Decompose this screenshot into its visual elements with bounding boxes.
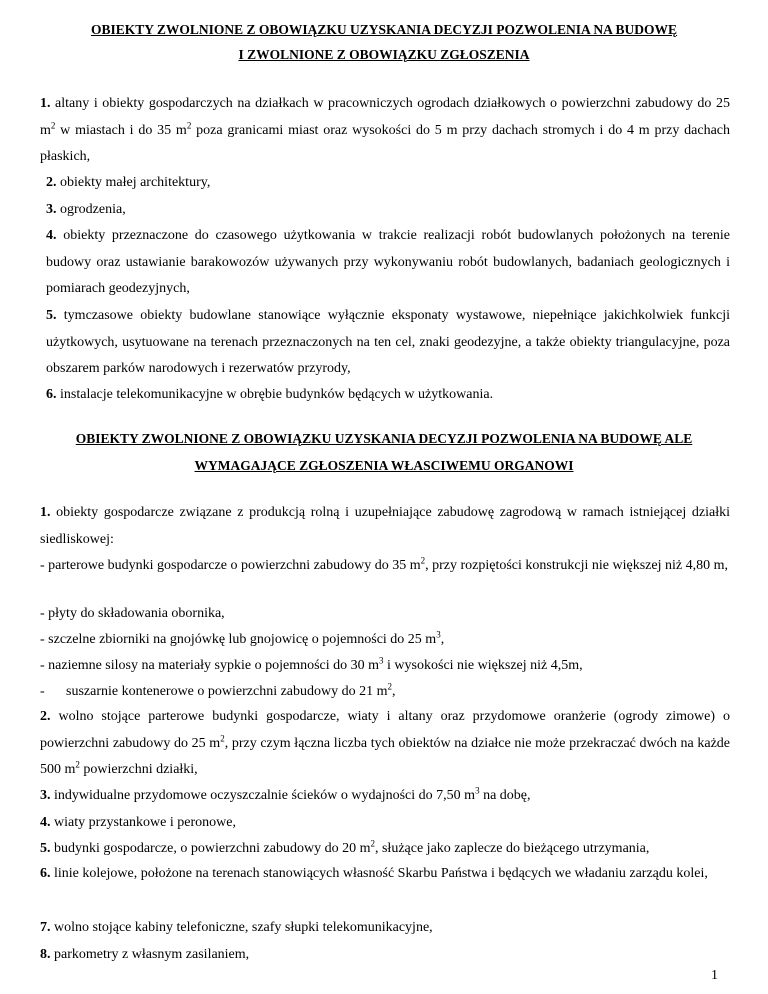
item-number: 3.: [40, 788, 51, 803]
section2-dash-1: [40, 553, 730, 580]
section2-dash-2: - płyty do składowania obornika,: [40, 606, 225, 621]
section2-heading-line1: OBIEKTY ZWOLNIONE Z OBOWIĄZKU UZYSKANIA DECYZJI POZWOLENIA NA BUDOWĘ ALE: [75, 431, 693, 446]
section2-item-1: [40, 500, 730, 553]
item-text: , służące jako zaplecze do bieżącego utrzymania,: [374, 841, 650, 856]
superscript: 3: [379, 655, 384, 666]
item-number: 3.: [46, 202, 57, 217]
section2-item-8: [40, 947, 249, 963]
item-text: ,: [440, 632, 445, 647]
item-number: 1.: [40, 96, 51, 111]
superscript: 2: [186, 119, 192, 130]
superscript: 3: [475, 785, 480, 796]
section1-heading-line2: I ZWOLNIONE Z OBOWIĄZKU ZGŁOSZENIA: [238, 47, 530, 62]
section1-item-4: [46, 223, 730, 303]
item-text: wolno stojące kabiny telefoniczne, szafy słupki telekomunikacyjne,: [50, 920, 433, 935]
section2-item-3: [40, 785, 531, 804]
item-text: , przy rozpiętości konstrukcji nie większej niż 4,80 m,: [425, 558, 728, 573]
item-text: suszarnie kontenerowe o powierzchni zabudowy do 21 m: [66, 684, 388, 699]
section2-dash-4: [40, 655, 583, 674]
section2-dash-5-marker: -: [40, 684, 45, 699]
item-text: - naziemne silosy na materiały sypkie o pojemności do 30 m: [40, 658, 380, 673]
section2-item-2: [40, 704, 730, 784]
section2-item-4: [40, 815, 236, 831]
superscript: 2: [387, 681, 393, 692]
item-text: parkometry z własnym zasilaniem,: [50, 947, 250, 962]
superscript: 2: [220, 732, 225, 743]
item-text: budynki gospodarcze, o powierzchni zabudowy do 20 m: [50, 841, 371, 856]
item-text: poza granicami miast oraz wysokości do 5 m przy dachach stromych i do 4 m przy dachach płaskich,: [40, 122, 730, 164]
item-text: ogrodzenia,: [56, 202, 126, 217]
item-text: instalacje telekomunikacyjne w obrębie budynków będących w użytkowania.: [56, 387, 494, 402]
section1-item-3: [46, 197, 730, 224]
item-number: 7.: [40, 920, 51, 935]
item-text: linie kolejowe, położone na terenach stanowiących własność Skarbu Państwa i będących we władaniu zarządu kolei,: [50, 866, 708, 881]
superscript: 2: [50, 119, 56, 130]
section2-heading-line2: WYMAGAJĄCE ZGŁOSZENIA WŁASCIWEMU ORGANOWI: [194, 458, 574, 473]
item-number: 2.: [40, 709, 51, 724]
section2-item-5: [40, 838, 650, 857]
item-text: w miastach i do 35 m: [55, 122, 187, 138]
item-number: 8.: [40, 947, 51, 962]
item-text: obiekty małej architektury,: [56, 175, 211, 190]
page-number: 1: [711, 968, 718, 983]
item-number: 5.: [40, 841, 51, 856]
superscript: 2: [420, 555, 426, 566]
item-text: na dobę,: [479, 788, 531, 803]
section2-item-7: [40, 920, 433, 936]
item-text: - szczelne zbiorniki na gnojówkę lub gnojowicę o pojemności do 25 m: [40, 632, 437, 647]
superscript: 3: [436, 629, 441, 640]
item-text: obiekty przeznaczone do czasowego użytkowania w trakcie realizacji robót budowlanych położonych na terenie budowy oraz ustawianie barakowozów używanych przy wykonywaniu robót budowlanych, badaniach geologicznych i pomiarach geodezyjnych,: [46, 228, 730, 296]
item-text: wiaty przystankowe i peronowe,: [50, 815, 236, 830]
section1-item-5: [46, 303, 730, 383]
item-text: - parterowe budynki gospodarcze o powierzchni zabudowy do 35 m: [40, 558, 421, 573]
item-number: 4.: [40, 815, 51, 830]
item-text: i wysokości nie większej niż 4,5m,: [383, 658, 583, 673]
item-text: tymczasowe obiekty budowlane stanowiące wyłącznie eksponaty wystawowe, niepełniące jakichkolwiek funkcji użytkowych, usytuowane na terenach przeznaczonych na ten cel, znaki geodezyjne, a także obiekty triangulacyjne, poza obszarem parków narodowych i rezerwatów przyrody,: [46, 308, 730, 376]
item-number: 6.: [46, 387, 57, 402]
section2-dash-5: [66, 681, 396, 700]
section1-item-6: [46, 382, 730, 409]
section1-item-2: [46, 170, 730, 197]
section2-item-6: [40, 861, 730, 888]
superscript: 2: [75, 759, 80, 770]
item-text: ,: [392, 684, 396, 699]
item-number: 5.: [46, 308, 57, 323]
section2-dash-3: [40, 629, 445, 648]
item-text: obiekty gospodarcze związane z produkcją rolną i uzupełniające zabudowę zagrodową w ramach istniejącej działki siedliskowej:: [40, 505, 730, 547]
item-number: 2.: [46, 175, 57, 190]
item-text: indywidualne przydomowe oczyszczalnie ścieków o wydajności do 7,50 m: [50, 788, 476, 803]
item-number: 1.: [40, 505, 51, 520]
item-text: altany i obiekty gospodarczych na działkach w pracowniczych ogrodach działkowych o powierzchni zabudowy do 25 m: [40, 96, 730, 138]
item-number: 4.: [46, 228, 57, 243]
section1-item-1: [40, 91, 730, 171]
item-text: powierzchni działki,: [79, 762, 198, 777]
superscript: 2: [370, 838, 375, 849]
section1-heading-line1: OBIEKTY ZWOLNIONE Z OBOWIĄZKU UZYSKANIA DECYZJI POZWOLENIA NA BUDOWĘ: [90, 22, 678, 37]
item-text: , przy czym łączna liczba tych obiektów na działce nie może przekraczać dwóch na każde 500 m: [40, 735, 730, 777]
item-number: 6.: [40, 866, 51, 881]
item-text: wolno stojące parterowe budynki gospodarcze, wiaty i altany oraz przydomowe oranżerie (ogrody zimowe) o powierzchni zabudowy do 25 m: [40, 709, 730, 751]
